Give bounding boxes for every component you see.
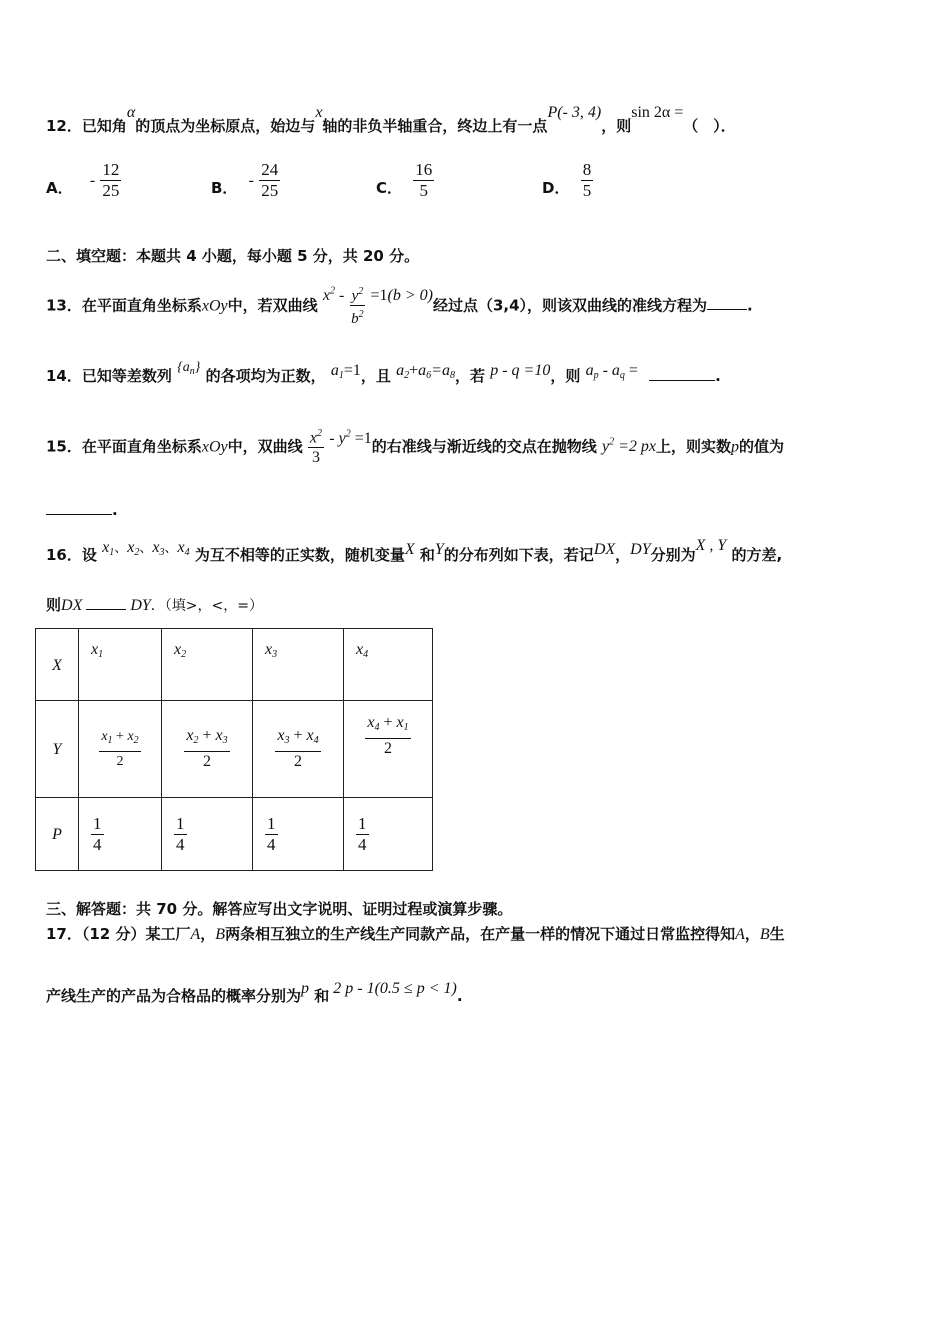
p-value: $\frac{1}{4}$ — [358, 813, 367, 854]
q12-number: 12． — [46, 117, 82, 135]
q12-line: 12．已知角α的顶点为坐标原点，始边与x轴的非负半轴重合，终边上有一点P(- 3, 4)，则sin 2α =（ ）． — [46, 104, 736, 135]
x-value: $x_2$ — [174, 641, 187, 660]
q16-answer-blank[interactable] — [86, 609, 126, 610]
option-a[interactable]: A． - $\frac{12}{25}$ — [46, 160, 120, 200]
p-value: $\frac{1}{4}$ — [93, 813, 102, 854]
y-value: $\frac{x_1 + x_2}{2}$ — [101, 728, 139, 769]
x-value: $x_4$ — [356, 641, 369, 660]
sin-expression: sin 2α = — [631, 104, 684, 121]
option-d[interactable]: D． $\frac{8}{5}$ — [542, 160, 592, 200]
q15-answer-line: . — [46, 500, 118, 520]
q17-line-2: 产线生产的产品为合格品的概率分别为p 和 2 p - 1(0.5 ≤ p < 1). — [46, 980, 463, 1005]
section-2-heading: 二、填空题：本题共 4 小题，每小题 5 分，共 20 分。 — [46, 247, 420, 265]
table-row-y — [36, 701, 433, 798]
x-value: $x_3$ — [265, 641, 278, 660]
q16-line-2: 则DX DY．（填>，<，=） — [46, 596, 263, 614]
table-row-p — [36, 798, 433, 871]
q15-answer-blank[interactable] — [46, 514, 112, 515]
y-value: $\frac{x_2 + x_3}{2}$ — [186, 727, 228, 770]
q14-line: 14．已知等差数列 $\{a_n\}$ 的各项均为正数， $a_1=1$，且 $a_2+a_6=a_8$，若 p - q =10，则 $a_p - a_q$ = . — [46, 360, 721, 385]
q13-line: 13．在平面直角坐标系xOy中，若双曲线 $x^2$ - $\frac{y^2}{b^2}$ =1(b > 0)经过点（3,4），则该双曲线的准线方程为 . — [46, 282, 753, 322]
row-label-p: P — [52, 826, 62, 843]
p-value: $\frac{1}{4}$ — [267, 813, 276, 854]
q15-line: 15．在平面直角坐标系xOy中，双曲线 $\frac{x^2}{3}$ - $y^2 =1$的右准线与渐近线的交点在抛物线 $y^2 =2$ px上，则实数p的值为 — [46, 420, 784, 466]
row-label-y: Y — [52, 741, 62, 758]
y-value: $\frac{x_4 + x_1}{2}$ — [367, 714, 409, 757]
option-b[interactable]: B． - $\frac{24}{25}$ — [211, 160, 279, 200]
alpha-symbol: α — [126, 104, 136, 121]
p-value: $\frac{1}{4}$ — [176, 813, 185, 854]
q16-line: 16．设 $x_1$、$x_2$、$x_3$、$x_4$ 为互不相等的正实数，随机变量X 和Y的分布列如下表，若记DX，DY分别为X , Y 的方差, — [46, 537, 783, 564]
table-row-x — [36, 629, 433, 701]
row-label-x: X — [52, 656, 62, 674]
q14-answer-blank[interactable] — [649, 380, 715, 381]
distribution-table — [35, 628, 433, 871]
y-value: $\frac{x_3 + x_4}{2}$ — [277, 727, 319, 770]
q13-answer-blank[interactable] — [707, 309, 747, 310]
x-value: $x_1$ — [91, 641, 104, 660]
section-3-heading: 三、解答题：共 70 分。解答应写出文字说明、证明过程或演算步骤。 — [46, 900, 513, 918]
q17-line: 17．（12 分）某工厂A，B两条相互独立的生产线生产同款产品，在产量一样的情况下通过日常监控得知A，B生 — [46, 925, 785, 943]
point-p: P(- 3, 4) — [547, 104, 602, 121]
option-c[interactable]: C． $\frac{16}{5}$ — [376, 160, 433, 200]
